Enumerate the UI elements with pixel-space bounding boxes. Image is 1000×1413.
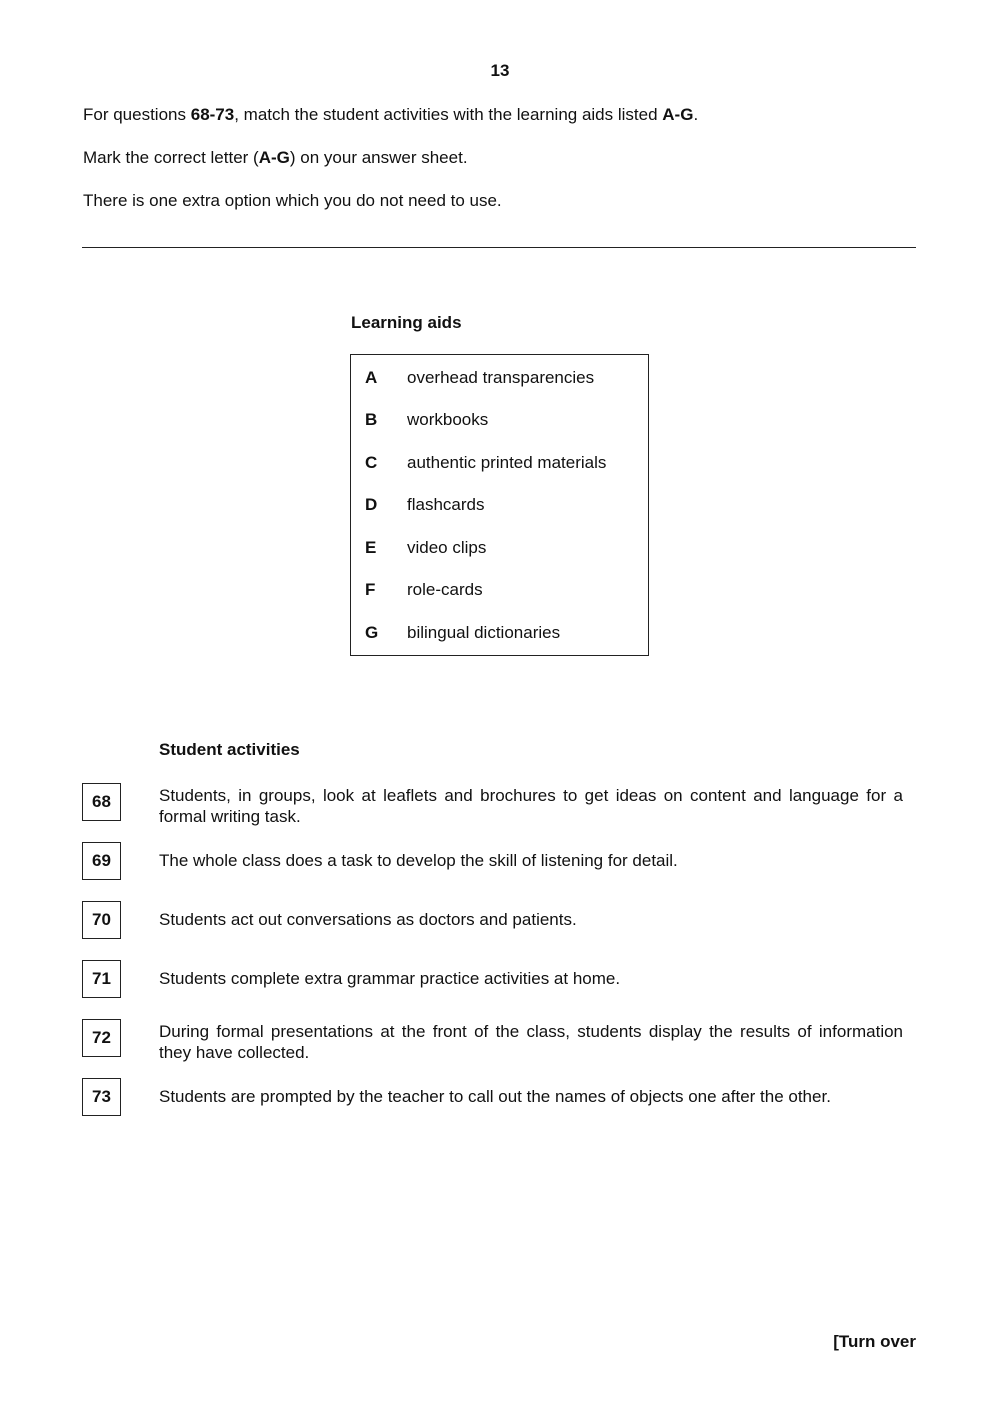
- question-range: 68-73: [190, 105, 235, 124]
- question-number-box: 70: [82, 901, 121, 939]
- aid-letter: E: [365, 538, 377, 557]
- aid-text: video clips: [407, 538, 487, 557]
- instruction-middle: , match the student activities with the learning aids listed: [234, 105, 663, 124]
- instruction-prefix: Mark the correct letter (: [83, 148, 259, 167]
- instruction-suffix: .: [693, 105, 699, 124]
- instruction-prefix: For questions: [83, 105, 191, 124]
- letter-range: A-G: [662, 105, 694, 124]
- aid-text: authentic printed materials: [407, 453, 607, 472]
- instruction-suffix: ) on your answer sheet.: [289, 148, 468, 167]
- aid-letter: G: [365, 623, 379, 642]
- letter-range: A-G: [258, 148, 290, 167]
- aid-letter: F: [365, 580, 376, 599]
- student-activities-heading: Student activities: [159, 740, 300, 759]
- activity-text: Students complete extra grammar practice activities at home.: [159, 969, 621, 988]
- activity-text: During formal presentations at the front of the class, students display the results of information they have collected.: [159, 1022, 903, 1062]
- question-number-box: 73: [82, 1078, 121, 1116]
- aid-text: workbooks: [407, 410, 489, 429]
- activity-text: The whole class does a task to develop the skill of listening for detail.: [159, 851, 678, 870]
- aid-text: role-cards: [407, 580, 483, 599]
- question-number-box: 68: [82, 783, 121, 821]
- instruction-line-1: [83, 105, 698, 125]
- aid-letter: A: [365, 368, 378, 387]
- section-divider: [82, 247, 916, 248]
- question-number-box: 69: [82, 842, 121, 880]
- learning-aids-box: [350, 354, 649, 656]
- page-number: 13: [490, 61, 510, 80]
- aid-letter: C: [365, 453, 378, 472]
- aid-text: bilingual dictionaries: [407, 623, 561, 642]
- turn-over-label: [Turn over: [833, 1332, 916, 1351]
- activity-text: Students act out conversations as doctors and patients.: [159, 910, 577, 929]
- aid-text: flashcards: [407, 495, 485, 514]
- instruction-line-3: There is one extra option which you do not need to use.: [83, 191, 502, 210]
- aid-letter: B: [365, 410, 378, 429]
- learning-aids-heading: Learning aids: [351, 313, 462, 332]
- question-number-box: 71: [82, 960, 121, 998]
- instruction-line-2: [83, 148, 468, 168]
- question-number-box: 72: [82, 1019, 121, 1057]
- aid-letter: D: [365, 495, 378, 514]
- aid-text: overhead transparencies: [407, 368, 595, 387]
- activity-text: Students are prompted by the teacher to call out the names of objects one after the other.: [159, 1087, 831, 1106]
- activity-text: Students, in groups, look at leaflets and brochures to get ideas on content and language for a formal writing task.: [159, 786, 903, 826]
